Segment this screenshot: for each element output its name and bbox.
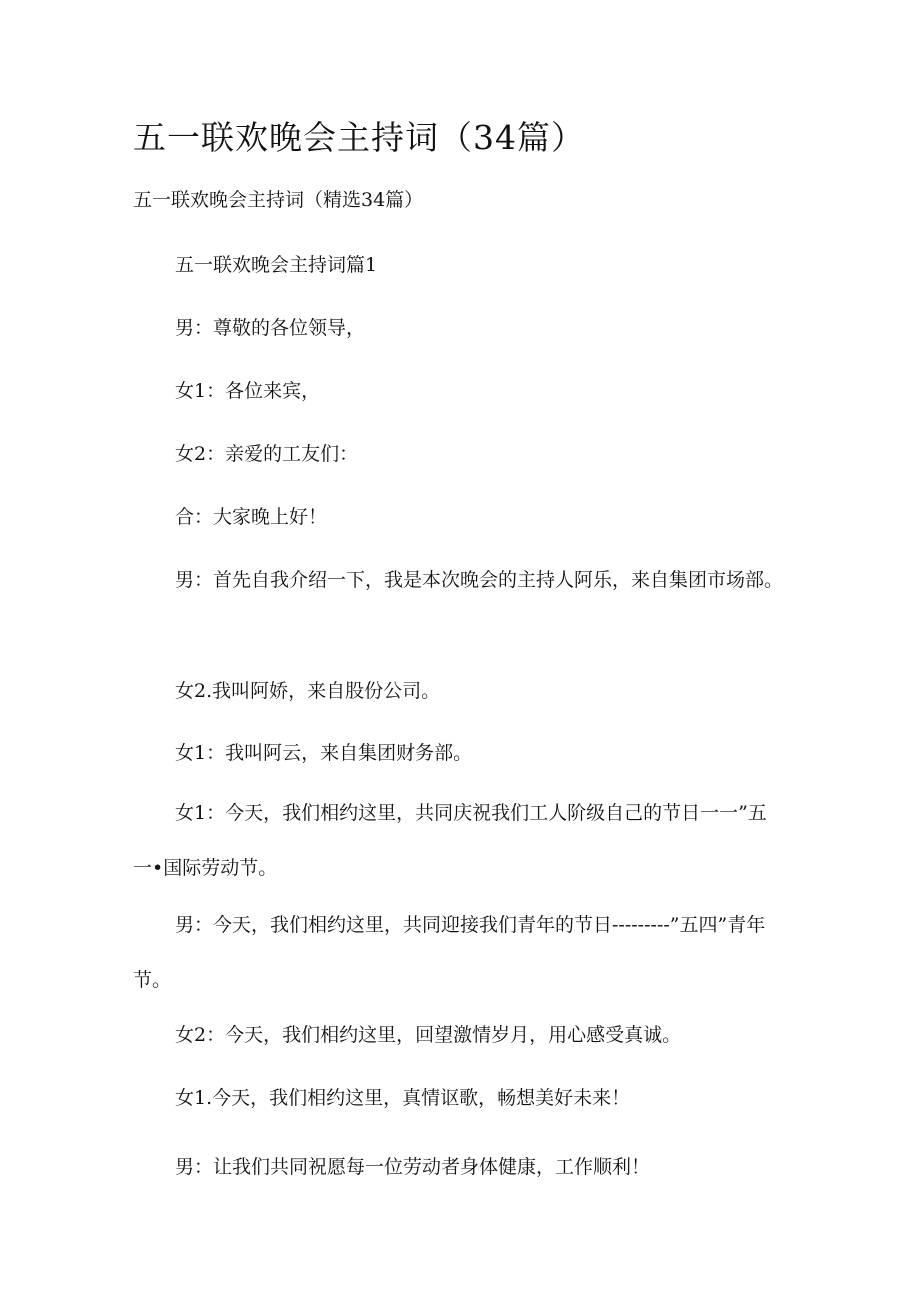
- paragraph: 女1：我叫阿云，来自集团财务部。: [175, 742, 473, 764]
- section-heading: 五一联欢晚会主持词篇1: [175, 254, 378, 276]
- paragraph: 男：尊敬的各位领导，: [175, 317, 366, 339]
- document-title: 五一联欢晚会主持词（34篇）: [133, 118, 585, 157]
- paragraph: 合：大家晚上好！: [175, 506, 328, 528]
- paragraph: 女2.我叫阿娇，来自股份公司。: [175, 680, 441, 702]
- paragraph: 女1：各位来宾，: [175, 380, 321, 402]
- paragraph: 女1：今天，我们相约这里，共同庆祝我们工人阶级自己的节日一一”五一•国际劳动节。: [133, 802, 767, 879]
- paragraph: 女1.今天，我们相约这里，真情讴歌，畅想美好未来！: [175, 1087, 631, 1109]
- paragraph: 男：首先自我介绍一下，我是本次晚会的主持人阿乐，来自集团市场部。: [175, 569, 784, 591]
- paragraph: 女2：今天，我们相约这里，回望激情岁月，用心感受真诚。: [175, 1024, 682, 1046]
- paragraph: 女2：亲爱的工友们：: [175, 443, 359, 465]
- paragraph: 男：让我们共同祝愿每一位劳动者身体健康，工作顺利！: [175, 1156, 651, 1178]
- document-subtitle: 五一联欢晚会主持词（精选34篇）: [133, 189, 424, 211]
- paragraph: 男：今天，我们相约这里，共同迎接我们青年的节日---------”五四”青年节。: [133, 914, 766, 991]
